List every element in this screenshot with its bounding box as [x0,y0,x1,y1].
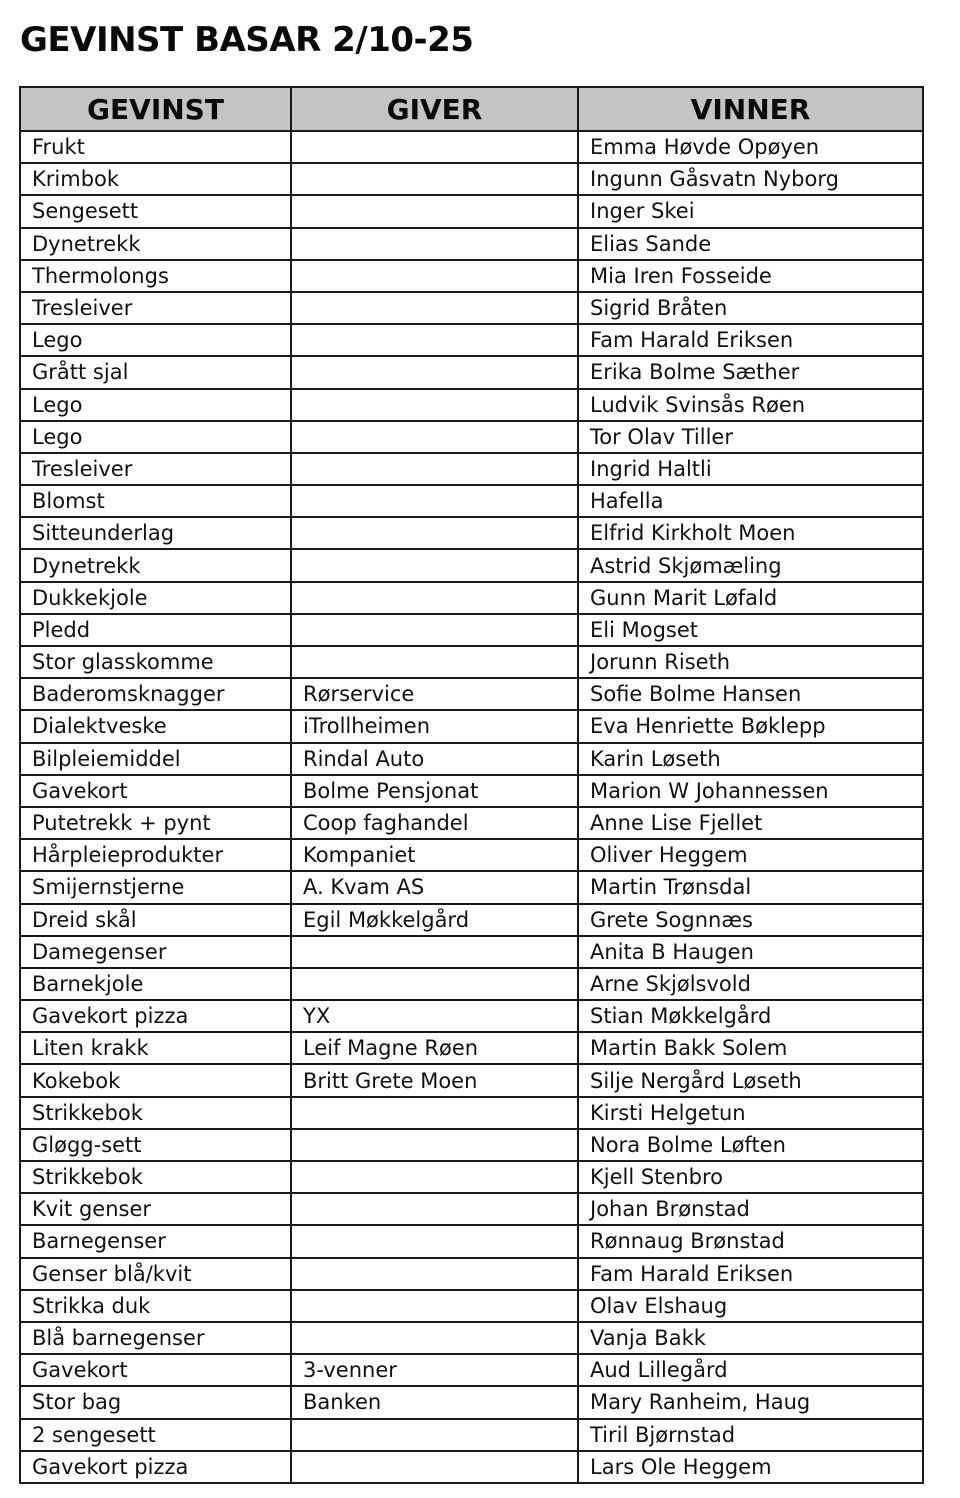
winner-cell: Stian Møkkelgård [578,1000,923,1032]
prize-cell: Barnegenser [20,1225,291,1257]
table-row [20,1451,923,1483]
giver-cell [291,549,578,581]
winner-cell: Fam Harald Eriksen [578,1258,923,1290]
table-row [20,871,923,903]
giver-cell [291,324,578,356]
table-row [20,549,923,581]
winner-cell: Eli Mogset [578,614,923,646]
table-row [20,1225,923,1257]
winner-cell: Tor Olav Tiller [578,421,923,453]
table-row [20,807,923,839]
table-row [20,1258,923,1290]
prize-cell: Dialektveske [20,710,291,742]
table-row [20,678,923,710]
prize-cell: Gavekort pizza [20,1000,291,1032]
winner-cell: Fam Harald Eriksen [578,324,923,356]
giver-cell [291,1419,578,1451]
table-row [20,775,923,807]
winner-cell: Jorunn Riseth [578,646,923,678]
winner-cell: Anita B Haugen [578,936,923,968]
prize-cell: Strikkebok [20,1097,291,1129]
prize-cell: Lego [20,324,291,356]
table-row [20,582,923,614]
table-row [20,228,923,260]
giver-cell [291,389,578,421]
winner-cell: Ingrid Haltli [578,453,923,485]
winner-cell: Ludvik Svinsås Røen [578,389,923,421]
giver-cell: Coop faghandel [291,807,578,839]
prize-cell: Barnekjole [20,968,291,1000]
prize-cell: Hårpleieprodukter [20,839,291,871]
giver-cell [291,163,578,195]
winner-cell: Kjell Stenbro [578,1161,923,1193]
giver-cell: 3-venner [291,1354,578,1386]
prize-cell: Kokebok [20,1064,291,1096]
prize-cell: Gløgg-sett [20,1129,291,1161]
winner-cell: Tiril Bjørnstad [578,1419,923,1451]
prize-cell: Dukkekjole [20,582,291,614]
table-row [20,1322,923,1354]
prize-cell: Liten krakk [20,1032,291,1064]
prize-cell: Sitteunderlag [20,517,291,549]
prize-cell: Gavekort pizza [20,1451,291,1483]
prize-cell: Stor glasskomme [20,646,291,678]
giver-cell [291,646,578,678]
prize-cell: Sengesett [20,195,291,227]
winner-cell: Anne Lise Fjellet [578,807,923,839]
prize-cell: Smijernstjerne [20,871,291,903]
winner-cell: Elias Sande [578,228,923,260]
table-row [20,743,923,775]
giver-cell [291,517,578,549]
prize-cell: Grått sjal [20,356,291,388]
table-row [20,1064,923,1096]
table-row [20,260,923,292]
prize-cell: Pledd [20,614,291,646]
giver-cell [291,195,578,227]
table-row [20,968,923,1000]
giver-cell [291,421,578,453]
winner-cell: Mia Iren Fosseide [578,260,923,292]
winner-cell: Vanja Bakk [578,1322,923,1354]
column-header-winner: VINNER [578,87,923,131]
giver-cell [291,1129,578,1161]
prize-cell: Bilpleiemiddel [20,743,291,775]
giver-cell [291,968,578,1000]
table-row [20,936,923,968]
table-header-row [20,87,923,131]
winner-cell: Olav Elshaug [578,1290,923,1322]
winner-cell: Sigrid Bråten [578,292,923,324]
table-row [20,1032,923,1064]
giver-cell: Rindal Auto [291,743,578,775]
table-row [20,195,923,227]
giver-cell: Banken [291,1386,578,1418]
table-row [20,517,923,549]
winner-cell: Inger Skei [578,195,923,227]
giver-cell [291,1225,578,1257]
giver-cell [291,582,578,614]
table-row [20,292,923,324]
winner-cell: Oliver Heggem [578,839,923,871]
table-row [20,485,923,517]
winner-cell: Eva Henriette Bøklepp [578,710,923,742]
prize-cell: Baderomsknagger [20,678,291,710]
table-row [20,453,923,485]
prize-cell: Tresleiver [20,453,291,485]
prize-cell: Strikkebok [20,1161,291,1193]
table-row [20,1000,923,1032]
winner-cell: Rønnaug Brønstad [578,1225,923,1257]
winner-cell: Nora Bolme Løften [578,1129,923,1161]
winner-cell: Astrid Skjømæling [578,549,923,581]
winner-cell: Marion W Johannessen [578,775,923,807]
giver-cell [291,1193,578,1225]
giver-cell: Egil Møkkelgård [291,904,578,936]
winner-cell: Grete Sognnæs [578,904,923,936]
winner-cell: Aud Lillegård [578,1354,923,1386]
table-row [20,1290,923,1322]
giver-cell [291,453,578,485]
winner-cell: Ingunn Gåsvatn Nyborg [578,163,923,195]
giver-cell [291,936,578,968]
table-row [20,356,923,388]
prize-cell: Lego [20,389,291,421]
winner-cell: Emma Høvde Opøyen [578,131,923,163]
giver-cell: A. Kvam AS [291,871,578,903]
giver-cell [291,131,578,163]
giver-cell [291,356,578,388]
giver-cell [291,1290,578,1322]
table-row [20,1386,923,1418]
table-row [20,1419,923,1451]
prize-cell: Blomst [20,485,291,517]
table-row [20,421,923,453]
table-row [20,710,923,742]
prize-cell: Kvit genser [20,1193,291,1225]
table-row [20,1161,923,1193]
prize-cell: Dynetrekk [20,549,291,581]
table-row [20,904,923,936]
table-row [20,1097,923,1129]
table-row [20,839,923,871]
giver-cell: YX [291,1000,578,1032]
table-body [20,131,923,1483]
giver-cell [291,614,578,646]
giver-cell [291,1322,578,1354]
giver-cell [291,485,578,517]
winner-cell: Hafella [578,485,923,517]
winner-cell: Lars Ole Heggem [578,1451,923,1483]
prize-cell: Stor bag [20,1386,291,1418]
winner-cell: Johan Brønstad [578,1193,923,1225]
prize-cell: Krimbok [20,163,291,195]
giver-cell [291,1258,578,1290]
prize-cell: Thermolongs [20,260,291,292]
prize-cell: Dynetrekk [20,228,291,260]
winner-cell: Silje Nergård Løseth [578,1064,923,1096]
prize-cell: Genser blå/kvit [20,1258,291,1290]
prize-cell: Putetrekk + pynt [20,807,291,839]
winner-cell: Arne Skjølsvold [578,968,923,1000]
table-row [20,1129,923,1161]
winner-cell: Erika Bolme Sæther [578,356,923,388]
prize-cell: Damegenser [20,936,291,968]
prize-cell: Gavekort [20,775,291,807]
prize-cell: Blå barnegenser [20,1322,291,1354]
giver-cell [291,1097,578,1129]
giver-cell [291,228,578,260]
prize-cell: Gavekort [20,1354,291,1386]
giver-cell: Leif Magne Røen [291,1032,578,1064]
table-row [20,1193,923,1225]
page-title: GEVINST BASAR 2/10-25 [20,20,474,60]
giver-cell [291,292,578,324]
giver-cell: Britt Grete Moen [291,1064,578,1096]
winner-cell: Mary Ranheim, Haug [578,1386,923,1418]
table-row [20,324,923,356]
giver-cell [291,1161,578,1193]
winner-cell: Elfrid Kirkholt Moen [578,517,923,549]
giver-cell: Kompaniet [291,839,578,871]
table-row [20,646,923,678]
giver-cell [291,1451,578,1483]
column-header-giver: GIVER [291,87,578,131]
column-header-prize: GEVINST [20,87,291,131]
table-row [20,1354,923,1386]
prize-cell: Frukt [20,131,291,163]
table-row [20,389,923,421]
winner-cell: Martin Bakk Solem [578,1032,923,1064]
winner-cell: Sofie Bolme Hansen [578,678,923,710]
table-row [20,163,923,195]
table-row [20,614,923,646]
winner-cell: Martin Trønsdal [578,871,923,903]
winner-cell: Gunn Marit Løfald [578,582,923,614]
prize-cell: Tresleiver [20,292,291,324]
giver-cell [291,260,578,292]
prize-cell: Strikka duk [20,1290,291,1322]
table-row [20,131,923,163]
prize-table [19,86,924,1484]
giver-cell: Rørservice [291,678,578,710]
prize-cell: Dreid skål [20,904,291,936]
prize-cell: 2 sengesett [20,1419,291,1451]
giver-cell: Bolme Pensjonat [291,775,578,807]
giver-cell: iTrollheimen [291,710,578,742]
prize-cell: Lego [20,421,291,453]
winner-cell: Karin Løseth [578,743,923,775]
winner-cell: Kirsti Helgetun [578,1097,923,1129]
